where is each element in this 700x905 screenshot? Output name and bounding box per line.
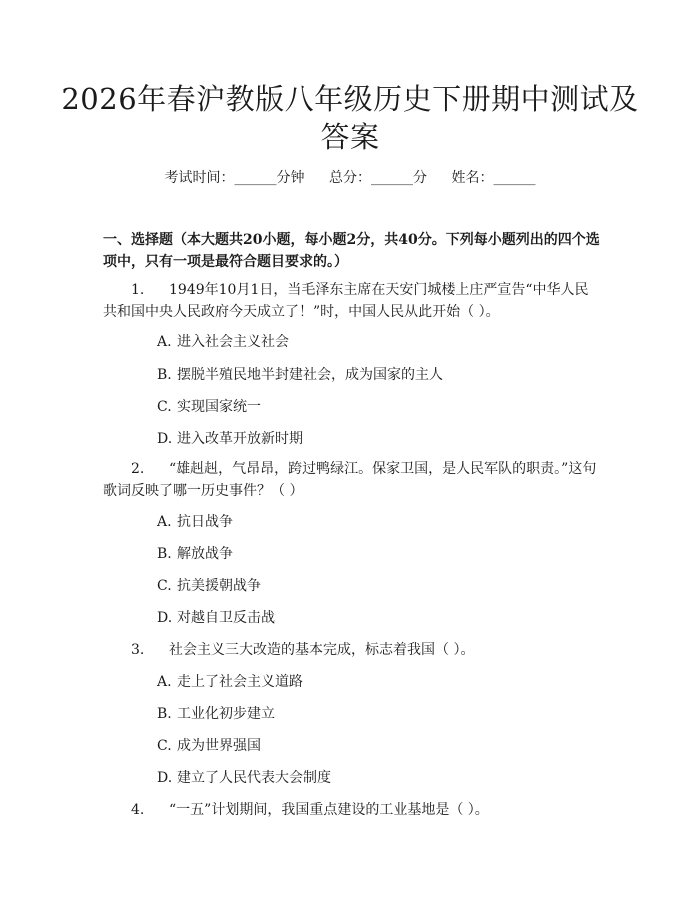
option-letter: D. (157, 431, 173, 447)
question-number: 1. (131, 282, 145, 298)
question-3-option-b (157, 704, 275, 724)
option-text: 解放战争 (177, 546, 233, 562)
question-1-option-a (157, 332, 289, 352)
option-text: 走上了社会主义道路 (177, 674, 303, 690)
option-text: 进入改革开放新时期 (177, 431, 303, 447)
question-number: 4. (131, 802, 145, 818)
option-letter: D. (157, 610, 173, 626)
option-text: 抗日战争 (177, 514, 233, 530)
option-text: 摆脱半殖民地半封建社会，成为国家的主人 (177, 367, 443, 383)
question-2 (103, 458, 600, 502)
option-text: 建立了人民代表大会制度 (177, 770, 331, 786)
option-letter: A. (157, 674, 172, 690)
exam-time-field: 考试时间：______分钟 (164, 170, 305, 186)
option-letter: C. (157, 738, 172, 754)
question-1-option-b (157, 365, 443, 385)
option-text: 进入社会主义社会 (177, 334, 289, 350)
question-number: 3. (131, 642, 145, 658)
exam-info-line (0, 168, 700, 188)
question-1 (103, 279, 600, 323)
option-text: 实现国家统一 (177, 399, 261, 415)
question-2-option-a (157, 512, 233, 532)
question-2-option-b (157, 544, 233, 564)
option-letter: D. (157, 770, 173, 786)
option-text: 抗美援朝战争 (177, 578, 261, 594)
option-letter: A. (157, 334, 172, 350)
question-3-option-d (157, 768, 331, 788)
option-letter: B. (157, 367, 172, 383)
question-text: “雄赳赳，气昂昂，跨过鸭绿江。保家卫国，是人民军队的职责。”这句歌词反映了哪一历史事件？（ ） (103, 461, 597, 499)
section-heading-multiple-choice: 一、选择题（本大题共20小题，每小题2分，共40分。下列每小题列出的四个选项中，只有一项是最符合题目要求的。） (103, 232, 600, 270)
question-3-option-c (157, 736, 261, 756)
question-3-option-a (157, 672, 303, 692)
question-3 (103, 639, 600, 661)
question-1-option-d (157, 429, 303, 449)
option-text: 工业化初步建立 (177, 706, 275, 722)
question-1-option-c (157, 397, 261, 417)
student-name-field: 姓名：______ (451, 170, 536, 186)
option-letter: A. (157, 514, 172, 530)
question-number: 2. (131, 461, 145, 477)
option-letter: B. (157, 546, 172, 562)
question-text: “一五”计划期间，我国重点建设的工业基地是（ ）。 (169, 802, 489, 818)
document-title: 2026年春沪教版八年级历史下册期中测试及答案 (61, 82, 639, 154)
question-2-option-d (157, 608, 275, 628)
option-letter: C. (157, 399, 172, 415)
question-2-option-c (157, 576, 261, 596)
question-text: 社会主义三大改造的基本完成，标志着我国（ ）。 (169, 642, 475, 658)
option-text: 成为世界强国 (177, 738, 261, 754)
total-score-field: 总分：______分 (329, 170, 427, 186)
option-letter: B. (157, 706, 172, 722)
option-text: 对越自卫反击战 (177, 610, 275, 626)
question-text: 1949年10月1日，当毛泽东主席在天安门城楼上庄严宣告“中华人民共和国中央人民政府今天成立了！”时，中国人民从此开始（ ）。 (103, 282, 589, 320)
option-letter: C. (157, 578, 172, 594)
question-4 (103, 799, 600, 821)
